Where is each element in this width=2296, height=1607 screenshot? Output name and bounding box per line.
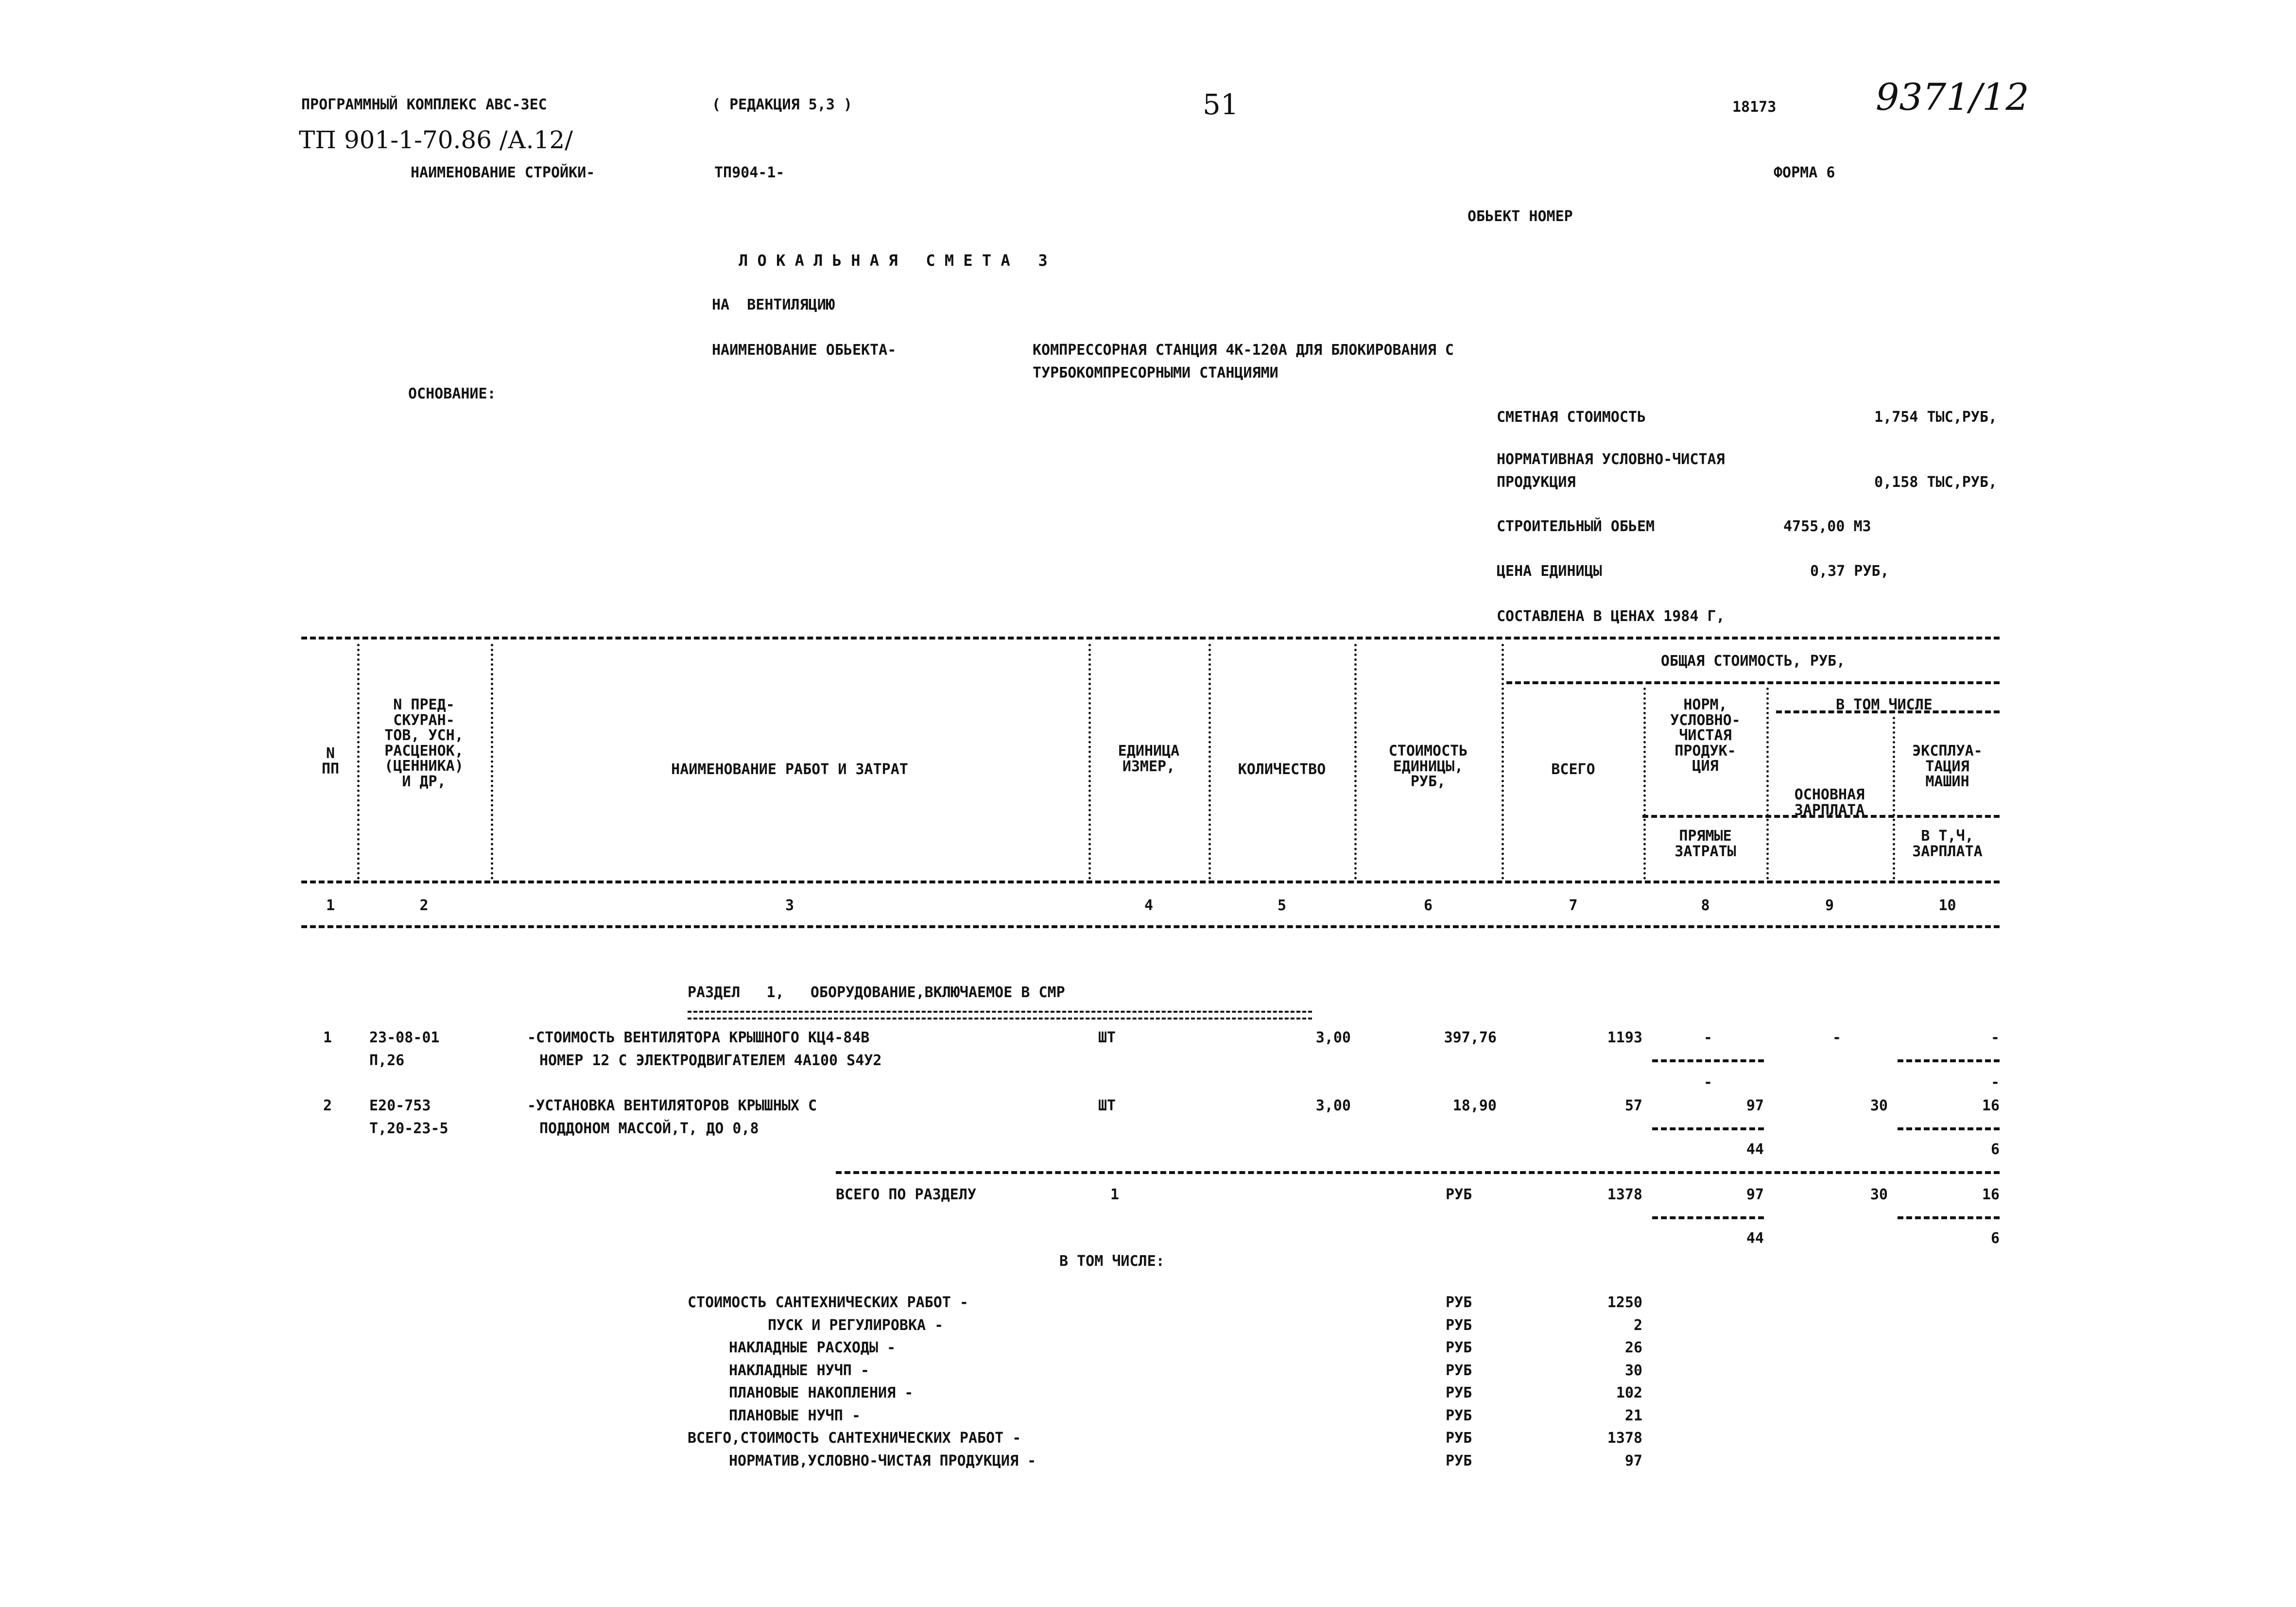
breakdown-item-value: 97 — [1624, 1452, 1642, 1469]
page-number: 51 — [1203, 88, 1239, 121]
row-code-line-1: Е20-753 — [369, 1097, 431, 1114]
breakdown-item-value: 2 — [1633, 1317, 1642, 1334]
row-direct-costs: - — [1703, 1074, 1713, 1091]
project-code: ТП 901-1-70.86 /А.12/ — [299, 126, 573, 154]
basis-label: ОСНОВАНИЕ: — [408, 385, 496, 402]
col-quantity-header: КОЛИЧЕСТВО — [1238, 761, 1326, 778]
section-total-unit: РУБ — [1446, 1186, 1472, 1203]
row-machines-salary: 6 — [1990, 1141, 2000, 1158]
estimated-cost-value: 1,754 ТЫС,РУБ, — [1874, 409, 1997, 426]
object-name-label: НАИМЕНОВАНИЕ ОБЬЕКТА- — [712, 342, 897, 359]
row-quantity: 3,00 — [1315, 1097, 1351, 1114]
breakdown-item-value: 21 — [1624, 1407, 1642, 1424]
row-unit: ШТ — [1098, 1029, 1116, 1046]
estimated-cost-label: СМЕТНАЯ СТОИМОСТЬ — [1497, 409, 1646, 426]
document-code: 18173 — [1732, 99, 1777, 116]
breakdown-item-value: 102 — [1616, 1384, 1642, 1401]
row-name-line-1: -СТОИМОСТЬ ВЕНТИЛЯТОРА КРЫШНОГО КЦ4-84В — [527, 1029, 870, 1046]
section-total-direct: 44 — [1746, 1230, 1764, 1247]
row-norm-product: 97 — [1746, 1097, 1764, 1114]
col-work-name-header: НАИМЕНОВАНИЕ РАБОТ И ЗАТРАТ — [671, 761, 908, 778]
building-volume-label: СТРОИТЕЛЬНЫЙ ОБЬЕМ — [1497, 518, 1655, 535]
cell-rule — [1898, 1216, 2000, 1219]
estimate-title: Л О К А Л Ь Н А Я С М Е Т А 3 — [739, 251, 1048, 270]
col-row-number-header: N ПП — [321, 745, 340, 778]
row-quantity: 3,00 — [1315, 1029, 1351, 1046]
row-unit-price: 397,76 — [1444, 1029, 1497, 1046]
row-norm-product: - — [1703, 1029, 1713, 1046]
breakdown-item-value: 1378 — [1607, 1430, 1642, 1447]
row-machines: 16 — [1982, 1097, 2000, 1114]
breakdown-item-value: 30 — [1624, 1362, 1642, 1379]
column-number: 8 — [1701, 897, 1710, 914]
breakdown-item-value: 1250 — [1607, 1294, 1642, 1311]
column-number: 1 — [326, 897, 335, 914]
column-number: 9 — [1825, 897, 1834, 914]
row-salary: - — [1832, 1029, 1842, 1046]
normative-product-value: 0,158 ТЫС,РУБ, — [1874, 474, 1997, 491]
row-code-line-1: 23-08-01 — [369, 1029, 440, 1046]
form-label: ФОРМА 6 — [1774, 164, 1835, 181]
section-title: РАЗДЕЛ 1, ОБОРУДОВАНИЕ,ВКЛЮЧАЕМОЕ В СМР — [688, 984, 1065, 1001]
unit-price-value: 0,37 РУБ, — [1810, 563, 1889, 580]
object-name-line-2: ТУРБОКОМПРЕСОРНЫМИ СТАНЦИЯМИ — [1033, 364, 1278, 381]
unit-price-label: ЦЕНА ЕДИНИЦЫ — [1497, 563, 1602, 580]
handwritten-number: 9371/12 — [1876, 75, 2029, 119]
cell-rule — [1652, 1216, 1764, 1219]
section-total-label: ВСЕГО ПО РАЗДЕЛУ — [836, 1186, 976, 1203]
column-number: 3 — [785, 897, 794, 914]
breakdown-item-label: ПЛАНОВЫЕ НУЧП - — [729, 1407, 861, 1424]
row-code-line-2: П,26 — [369, 1052, 405, 1069]
object-name-line-1: КОМПРЕССОРНАЯ СТАНЦИЯ 4К-120А ДЛЯ БЛОКИРОВАНИЯ С — [1033, 342, 1454, 359]
section-total-norm: 97 — [1746, 1186, 1764, 1203]
row-direct-costs: 44 — [1746, 1141, 1764, 1158]
col-machines-header: ЭКСПЛУА- ТАЦИЯ МАШИН — [1912, 743, 1983, 790]
estimate-subject: НА ВЕНТИЛЯЦИЮ — [712, 296, 835, 313]
program-name: ПРОГРАММНЫЙ КОМПЛЕКС АВС-ЗЕС — [301, 96, 547, 113]
col-norm-product-header: НОРМ, УСЛОВНО- ЧИСТАЯ ПРОДУК- ЦИЯ — [1670, 696, 1741, 775]
breakdown-item-unit: РУБ — [1446, 1452, 1472, 1469]
col-salary-header: ОСНОВНАЯ ЗАРПЛАТА — [1794, 786, 1865, 819]
breakdown-item-value: 26 — [1624, 1339, 1642, 1356]
breakdown-item-label: НАКЛАДНЫЕ НУЧП - — [729, 1362, 869, 1379]
cell-rule — [1898, 1059, 2000, 1062]
row-unit-price: 18,90 — [1452, 1097, 1497, 1114]
column-number: 2 — [419, 897, 429, 914]
normative-product-label-2: ПРОДУКЦИЯ — [1497, 474, 1576, 491]
column-number: 4 — [1144, 897, 1154, 914]
column-number: 7 — [1569, 897, 1578, 914]
section-total-machines: 16 — [1982, 1186, 2000, 1203]
section-title-underline — [688, 1011, 1312, 1019]
col-machines-salary-header: В Т,Ч, ЗАРПЛАТА — [1912, 828, 1983, 860]
total-group-rule — [1506, 681, 2000, 684]
row-number: 2 — [323, 1097, 332, 1114]
row-name-line-2: ПОДДОНОМ МАССОЙ,Т, ДО 0,8 — [539, 1120, 759, 1137]
row-number: 1 — [323, 1029, 332, 1046]
row-machines-salary: - — [1990, 1074, 2000, 1091]
column-number: 6 — [1423, 897, 1433, 914]
row-total: 1193 — [1607, 1029, 1642, 1046]
breakdown-item-unit: РУБ — [1446, 1339, 1472, 1356]
col-code-header: N ПРЕД- СКУРАН- ТОВ, УСН, РАСЦЕНОК, (ЦЕННИКА) И ДР, — [384, 696, 464, 790]
column-number: 5 — [1277, 897, 1287, 914]
breakdown-item-label: ВСЕГО,СТОИМОСТЬ САНТЕХНИЧЕСКИХ РАБОТ - — [688, 1430, 1021, 1447]
column-divider — [1766, 688, 1769, 880]
section-total-machines-salary: 6 — [1990, 1230, 2000, 1247]
row-total: 57 — [1624, 1097, 1642, 1114]
cell-rule — [1652, 1059, 1764, 1062]
program-edition: ( РЕДАКЦИЯ 5,3 ) — [712, 96, 852, 113]
cell-rule — [1652, 1127, 1764, 1130]
breakdown-title: В ТОМ ЧИСЛЕ: — [1059, 1253, 1165, 1270]
breakdown-item-unit: РУБ — [1446, 1430, 1472, 1447]
construction-value: ТП904-1- — [714, 164, 785, 181]
building-volume-value: 4755,00 М3 — [1783, 518, 1871, 535]
row-machines: - — [1990, 1029, 2000, 1046]
breakdown-item-label: СТОИМОСТЬ САНТЕХНИЧЕСКИХ РАБОТ - — [688, 1294, 968, 1311]
column-number-rule — [301, 925, 2000, 928]
breakdown-item-unit: РУБ — [1446, 1384, 1472, 1401]
table-top-rule — [301, 637, 2000, 639]
section-total-salary: 30 — [1870, 1186, 1888, 1203]
breakdown-item-label: ПЛАНОВЫЕ НАКОПЛЕНИЯ - — [729, 1384, 914, 1401]
section-total-number: 1 — [1110, 1186, 1120, 1203]
object-number-label: ОБЬЕКТ НОМЕР — [1467, 208, 1573, 225]
cell-rule — [1898, 1127, 2000, 1130]
table-head-bottom-rule — [301, 881, 2000, 883]
breakdown-item-unit: РУБ — [1446, 1317, 1472, 1334]
including-group-header: В ТОМ ЧИСЛЕ — [1836, 696, 1933, 713]
breakdown-item-unit: РУБ — [1446, 1294, 1472, 1311]
breakdown-item-unit: РУБ — [1446, 1407, 1472, 1424]
total-cost-group-header: ОБЩАЯ СТОИМОСТЬ, РУБ, — [1660, 653, 1846, 670]
col-total-header: ВСЕГО — [1551, 761, 1595, 778]
section-total-rule — [836, 1171, 2000, 1174]
section-total-value: 1378 — [1607, 1186, 1642, 1203]
breakdown-item-label: НАКЛАДНЫЕ РАСХОДЫ - — [729, 1339, 896, 1356]
col-unit-header: ЕДИНИЦА ИЗМЕР, — [1118, 743, 1180, 775]
breakdown-item-label: НОРМАТИВ,УСЛОВНО-ЧИСТАЯ ПРОДУКЦИЯ - — [729, 1452, 1036, 1469]
row-salary: 30 — [1870, 1097, 1888, 1114]
col-unit-price-header: СТОИМОСТЬ ЕДИНИЦЫ, РУБ, — [1388, 743, 1468, 790]
column-number: 10 — [1938, 897, 1956, 914]
construction-label: НАИМЕНОВАНИЕ СТРОЙКИ- — [411, 164, 595, 181]
breakdown-item-unit: РУБ — [1446, 1362, 1472, 1379]
row-unit: ШТ — [1098, 1097, 1116, 1114]
row-name-line-2: НОМЕР 12 С ЭЛЕКТРОДВИГАТЕЛЕМ 4А100 S4У2 — [539, 1052, 882, 1069]
row-name-line-1: -УСТАНОВКА ВЕНТИЛЯТОРОВ КРЫШНЫХ С — [527, 1097, 817, 1114]
col-direct-costs-header: ПРЯМЫЕ ЗАТРАТЫ — [1675, 828, 1736, 860]
normative-product-label-1: НОРМАТИВНАЯ УСЛОВНО-ЧИСТАЯ — [1497, 451, 1725, 468]
prices-year-note: СОСТАВЛЕНА В ЦЕНАХ 1984 Г, — [1497, 608, 1725, 625]
row-code-line-2: Т,20-23-5 — [369, 1120, 449, 1137]
breakdown-item-label: ПУСК И РЕГУЛИРОВКА - — [768, 1317, 944, 1334]
